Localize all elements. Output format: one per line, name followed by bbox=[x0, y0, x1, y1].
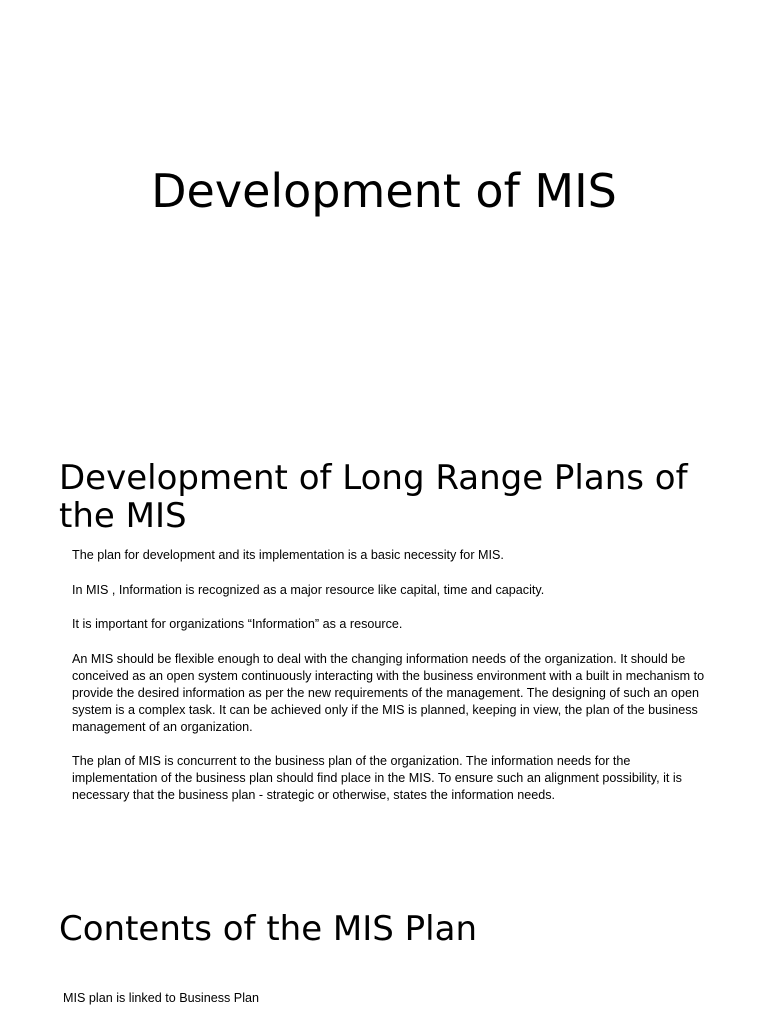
section-heading-contents-of-mis-plan: Contents of the MIS Plan bbox=[59, 909, 478, 949]
slide-title: Development of MIS bbox=[151, 164, 617, 218]
section-heading-long-range-plans: Development of Long Range Plans of the MIS bbox=[59, 458, 688, 536]
paragraph: In MIS , Information is recognized as a major resource like capital, time and capacity. bbox=[72, 582, 545, 597]
paragraph: The plan of MIS is concurrent to the business plan of the organization. The information needs for the implementation of the business plan should find place in the MIS. To ensure such an alignment possibility, it is necessary that the business plan - strategic or otherwise, states the information needs. bbox=[72, 754, 682, 802]
paragraph: It is important for organizations “Information” as a resource. bbox=[72, 617, 403, 631]
contents-first-line: MIS plan is linked to Business Plan bbox=[63, 991, 260, 1005]
long-range-plans-body bbox=[72, 547, 708, 822]
paragraph: An MIS should be flexible enough to deal with the changing information needs of the organization. It should be conceived as an open system continuously interacting with the business environment with a built in mechanism to provide the desired information as per the new requirements of the management. The designing of such an open system is a complex task. It can be achieved only if the MIS is planned, keeping in view, the plan of the business management of an organization. bbox=[72, 651, 705, 734]
paragraph: The plan for development and its implementation is a basic necessity for MIS. bbox=[72, 548, 504, 562]
